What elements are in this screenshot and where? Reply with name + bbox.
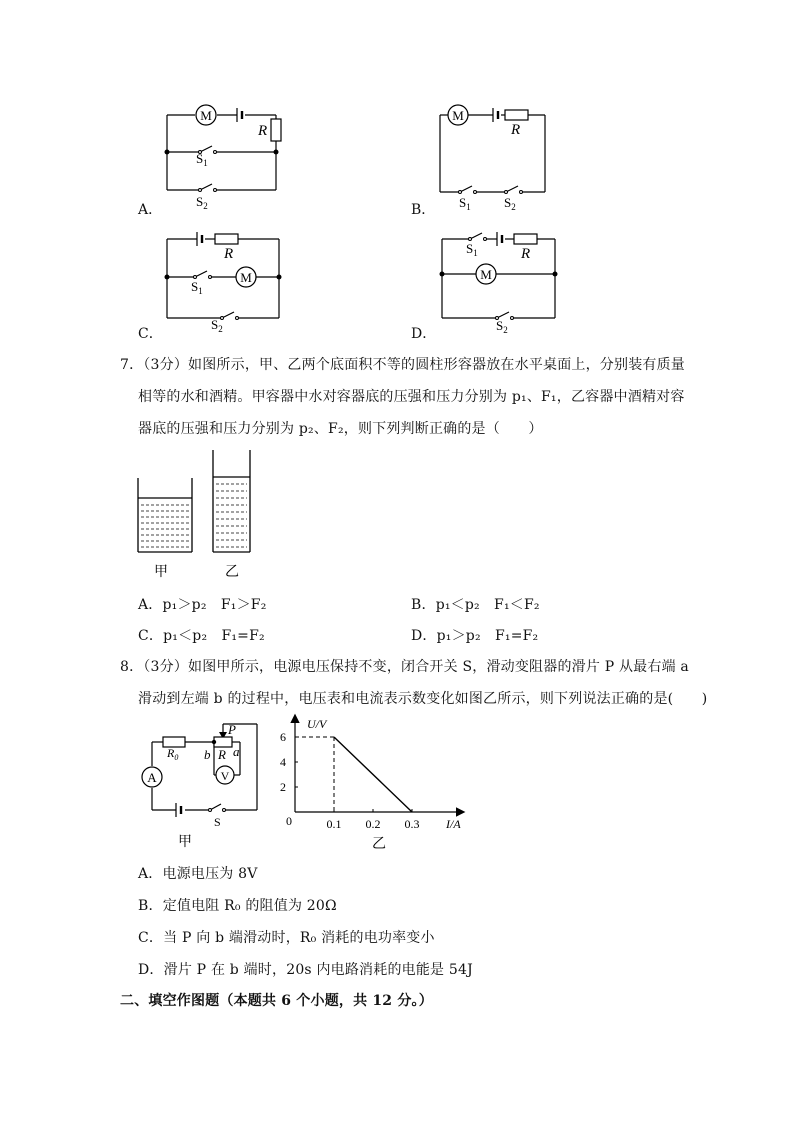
- q7-option-c: C．p₁＜p₂ F₁=F₂: [138, 628, 265, 644]
- y-tick-label-0: 2: [280, 780, 286, 794]
- resistor-icon: [271, 119, 281, 141]
- option-d-label: D．: [411, 326, 437, 342]
- q8-option-d: D．滑片 P 在 b 端时，20s 内电路消耗的电能是 54J: [138, 962, 473, 978]
- svg-text:a: a: [233, 744, 240, 759]
- q8-circuit-figure: [130, 712, 275, 852]
- svg-text:S2: $S_2$: [504, 195, 516, 212]
- option-a-label: A．: [138, 202, 163, 218]
- u-i-series-line: [334, 737, 412, 812]
- svg-text:S1: $S_1$: [459, 195, 471, 212]
- svg-text:S1: $S_1$: [196, 151, 208, 168]
- switch-s-label: S: [214, 815, 221, 829]
- q7-option-a: A．p₁＞p₂ F₁＞F₂: [138, 597, 267, 613]
- circuit-jia-caption: 甲: [178, 835, 192, 850]
- svg-text:R: R: [224, 246, 234, 262]
- svg-text:S2: $S_2$: [496, 318, 508, 335]
- q7-stem-line2: 相等的水和酒精。甲容器中水对容器底的压强和压力分别为 p₁、F₁，乙容器中酒精对容: [138, 389, 685, 405]
- q7-stem-line3: 器底的压强和压力分别为 p₂、F₂，则下列判断正确的是（ ）: [138, 421, 543, 437]
- svg-text:R0: $R_0$: [167, 746, 179, 762]
- graph-yi-caption: 乙: [372, 837, 386, 852]
- container-jia-caption: 甲: [154, 565, 168, 580]
- q7-option-d: D．p₁＞p₂ F₁=F₂: [411, 628, 539, 644]
- svg-text:R: R: [521, 246, 531, 262]
- section-2-heading: 二、填空作图题（本题共 6 个小题，共 12 分。）: [120, 993, 433, 1009]
- option-b-label: B．: [411, 202, 436, 218]
- q8-stem-line2: 滑动到左端 b 的过程中，电压表和电流表示数变化如图乙所示，则下列说法正确的是( ): [138, 691, 708, 707]
- option-c-label: C．: [138, 326, 163, 342]
- origin-label: 0: [286, 814, 292, 828]
- circuit-b-diagram: [420, 95, 570, 220]
- svg-text:M: M: [240, 270, 252, 285]
- svg-text:S2: $S_2$: [211, 317, 223, 334]
- svg-text:R: R: [218, 747, 226, 762]
- y-axis-label: U/V: [307, 717, 327, 731]
- q7-stem-line1: 7．（3分）如图所示，甲、乙两个底面积不等的圆柱形容器放在水平桌面上，分别装有质量: [120, 357, 686, 373]
- x-axis-label: I/A: [446, 817, 461, 831]
- resistor-icon: [215, 234, 238, 244]
- resistor-icon: [514, 234, 537, 244]
- x-tick-label-2: 0.3: [404, 817, 420, 831]
- svg-text:R: R: [511, 122, 521, 138]
- x-tick-label-1: 0.2: [365, 817, 381, 831]
- alcohol-fill: [216, 484, 247, 547]
- circuit-d-diagram: [420, 225, 570, 340]
- motor-label: M: [200, 108, 212, 123]
- svg-text:M: M: [480, 267, 492, 282]
- container-yi-caption: 乙: [225, 565, 239, 580]
- q8-option-c: C．当 P 向 b 端滑动时，R₀ 消耗的电功率变小: [138, 930, 435, 946]
- resistor-label: R: [258, 123, 268, 139]
- y-tick-label-1: 4: [280, 755, 286, 769]
- y-tick-label-2: 6: [280, 730, 286, 744]
- q8-option-b: B．定值电阻 R₀ 的阻值为 20Ω: [138, 898, 337, 914]
- svg-text:S2: $S_2$: [196, 194, 208, 211]
- svg-text:A: A: [147, 770, 157, 785]
- q8-stem-line1: 8．（3分）如图甲所示，电源电压保持不变，闭合开关 S，滑动变阻器的滑片 P 从最右端 a: [120, 659, 689, 675]
- q8-ui-graph: [280, 708, 475, 853]
- svg-text:S1: $S_1$: [191, 279, 203, 296]
- rheostat-icon: [214, 737, 232, 747]
- q7-option-b: B．p₁＜p₂ F₁＜F₂: [411, 597, 540, 613]
- q7-containers-figure: [130, 445, 270, 580]
- svg-text:b: b: [204, 747, 211, 762]
- svg-text:V: V: [220, 769, 230, 783]
- x-tick-label-0: 0.1: [326, 817, 342, 831]
- svg-text:S1: $S_1$: [466, 241, 478, 258]
- svg-text:M: M: [452, 108, 464, 123]
- resistor-icon: [505, 110, 528, 120]
- q8-option-a: A．电源电压为 8V: [138, 866, 258, 882]
- water-fill: [141, 505, 189, 547]
- slider-p-label: P: [228, 722, 236, 737]
